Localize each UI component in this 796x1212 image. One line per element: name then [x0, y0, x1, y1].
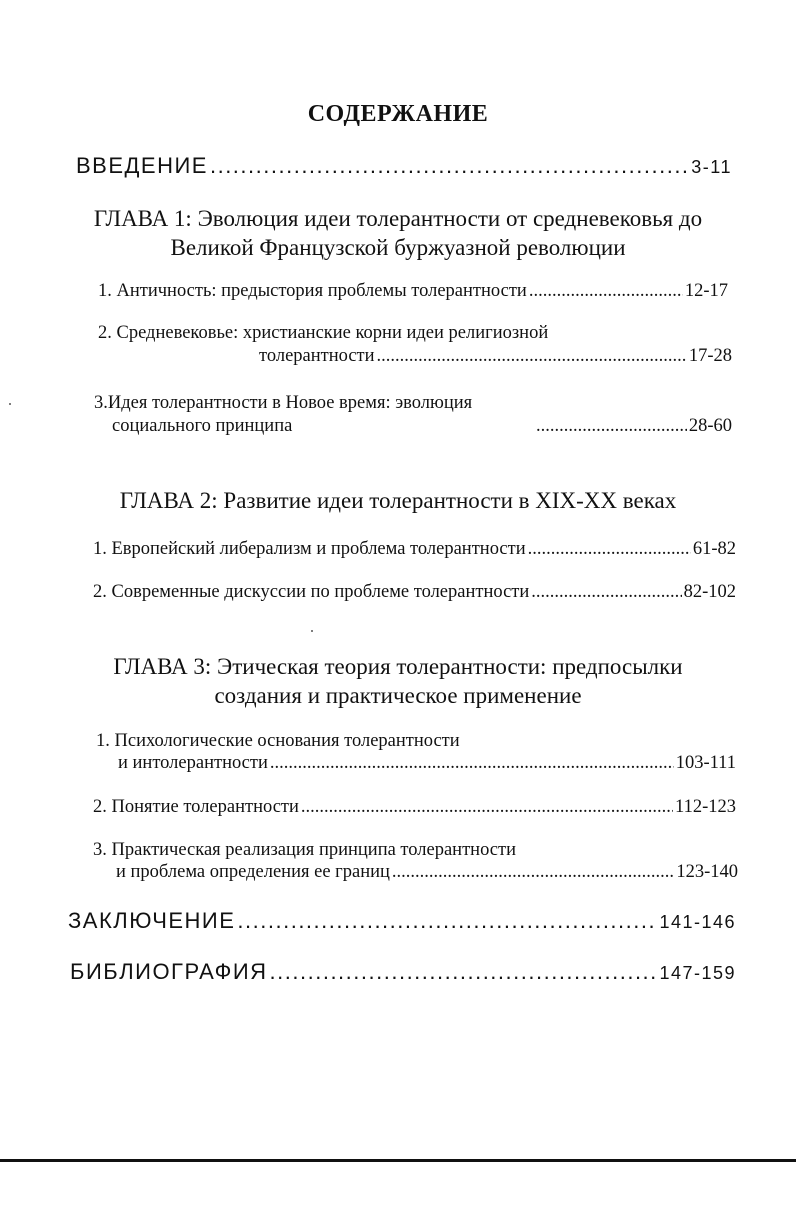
leader-dots [301, 797, 673, 818]
toc-label: и проблема определения ее границ [116, 862, 390, 882]
toc-label: ВВЕДЕНИЕ [76, 153, 208, 178]
toc-label: 2. Современные дискуссии по проблеме толерантности [93, 582, 530, 602]
toc-pages: 112-123 [675, 797, 736, 817]
toc-entry-1-3-line1: 3.Идея толерантности в Новое время: эволюция [94, 393, 473, 413]
toc-entry-3-3-line1: 3. Практическая реализация принципа толерантности [93, 840, 516, 860]
toc-pages: 3-11 [691, 157, 732, 177]
toc-label: и интолерантности [118, 753, 268, 773]
chapter-heading-line: Великой Французской буржуазной революции [170, 235, 626, 260]
toc-pages: 82-102 [683, 582, 736, 602]
toc-entry-bibliography [70, 959, 736, 985]
leader-dots [210, 153, 689, 179]
toc-pages: 141-146 [659, 912, 736, 932]
leader-dots [528, 539, 691, 560]
toc-label: толерантности [259, 346, 375, 366]
toc-entry-1-3 [534, 416, 732, 437]
chapter-2-heading [0, 486, 796, 515]
toc-pages: 61-82 [692, 539, 736, 559]
leader-dots [237, 908, 657, 934]
toc-pages: 103-111 [675, 753, 736, 773]
toc-entry-1-2 [259, 346, 732, 367]
chapter-heading-line: ГЛАВА 2: Развитие идеи толерантности в XIX-XX веках [119, 488, 677, 513]
chapter-heading-line: ГЛАВА 3: Этическая теория толерантности: предпосылки [113, 654, 683, 679]
toc-entry-2-2 [93, 582, 736, 603]
page-title: СОДЕРЖАНИЕ [307, 101, 489, 127]
toc-pages: 17-28 [688, 346, 732, 366]
leader-dots [270, 753, 674, 774]
toc-entry-3-2 [93, 797, 736, 818]
toc-pages: 147-159 [659, 963, 736, 983]
chapter-heading-line: ГЛАВА 1: Эволюция идеи толерантности от средневековья до [93, 206, 703, 231]
bottom-rule [0, 1159, 796, 1162]
toc-entry-3-1-line1: 1. Психологические основания толерантности [96, 731, 460, 751]
toc-entry-3-3 [116, 862, 738, 883]
toc-entry-2-1 [93, 539, 736, 560]
toc-pages: 12-17 [684, 281, 728, 301]
chapter-1-heading [0, 204, 796, 262]
scan-speck [9, 403, 11, 405]
toc-entry-1-2-line1: 2. Средневековье: христианские корни идеи религиозной [98, 323, 549, 343]
toc-pages: 123-140 [676, 862, 738, 882]
toc-pages: 28-60 [688, 416, 732, 436]
toc-label: 1. Античность: предыстория проблемы толерантности [98, 281, 527, 301]
leader-dots [536, 416, 687, 437]
toc-label: БИБЛИОГРАФИЯ [70, 959, 268, 984]
chapter-heading-line: создания и практическое применение [214, 683, 582, 708]
toc-entry-conclusion [68, 908, 736, 934]
leader-dots [270, 959, 658, 985]
toc-entry-introduction [76, 153, 732, 179]
toc-label: ЗАКЛЮЧЕНИЕ [68, 908, 236, 933]
toc-label: 2. Понятие толерантности [93, 797, 299, 817]
chapter-3-heading [0, 652, 796, 710]
toc-entry-1-1 [98, 281, 728, 302]
leader-dots [529, 281, 683, 302]
leader-dots [392, 862, 674, 883]
leader-dots [377, 346, 687, 367]
toc-entry-3-1 [118, 753, 736, 774]
toc-label: 1. Европейский либерализм и проблема толерантности [93, 539, 526, 559]
leader-dots [531, 582, 681, 603]
scan-speck [311, 630, 313, 632]
toc-entry-1-3-line2: социального принципа [112, 416, 293, 436]
